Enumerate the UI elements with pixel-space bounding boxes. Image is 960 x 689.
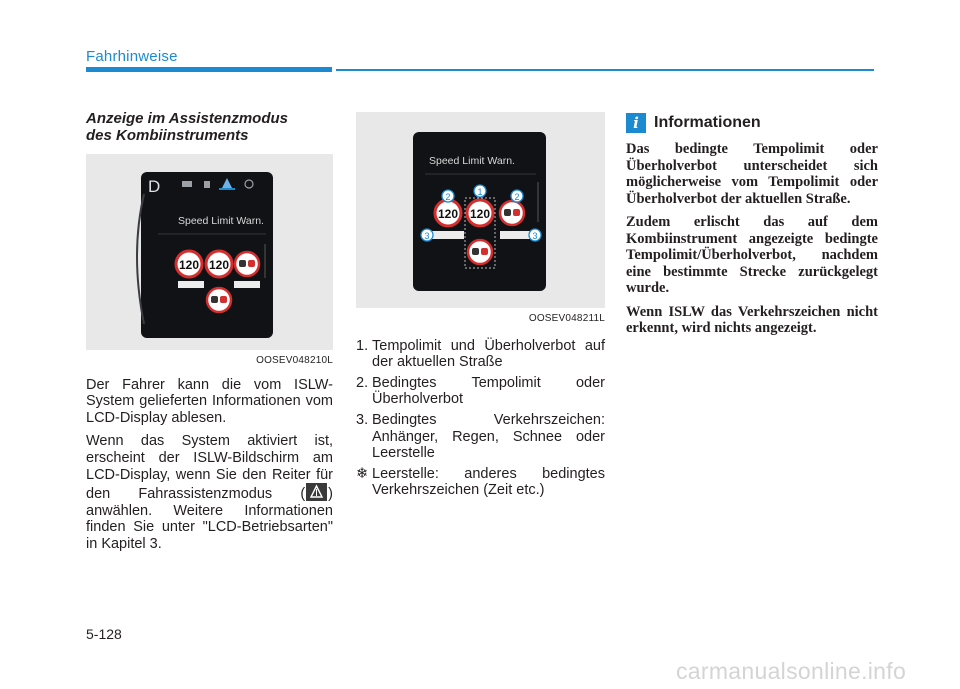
svg-text:2: 2	[514, 192, 520, 202]
sub-heading: Anzeige im Assistenzmodus des Kombiinstruments	[86, 110, 288, 144]
no-overtaking-sign-current	[468, 240, 492, 264]
callout-3-right	[529, 229, 541, 241]
svg-text:3: 3	[532, 231, 538, 241]
callout-2-left	[442, 190, 454, 202]
svg-text:120: 120	[178, 258, 200, 272]
info-paragraph: Wenn ISLW das Verkehrszeichen nicht erkennt, wird nichts angezeigt.	[626, 303, 878, 336]
column-3	[626, 113, 878, 344]
islw-illustration	[356, 112, 605, 308]
gear-indicator: D	[148, 177, 161, 196]
no-overtaking-sign-2	[207, 288, 231, 312]
list-item	[356, 466, 605, 499]
section-title: Fahrhinweise	[86, 48, 178, 65]
list-text: Bedingtes Tempolimit oder Überholverbot	[372, 374, 605, 408]
page-number: 5-128	[86, 626, 122, 642]
svg-text:1: 1	[477, 187, 483, 197]
figure-islw-screen	[356, 112, 605, 308]
weather-condition-icons	[430, 231, 464, 239]
cluster-illustration	[86, 154, 333, 350]
header-rule-thin	[336, 69, 874, 71]
speed-sign-conditional	[435, 200, 461, 226]
paragraph: Der Fahrer kann die vom ISLW-System gelieferten Informationen vom LCD-Display ablesen.	[86, 376, 333, 426]
condition-icons-left	[178, 281, 204, 288]
screen-title: Speed Limit Warn.	[429, 155, 515, 167]
figure-code: OOSEV048210L	[256, 355, 333, 366]
condition-icons-right	[234, 281, 260, 288]
figure-code: OOSEV048211L	[528, 313, 605, 324]
figure-cluster-display	[86, 154, 333, 350]
svg-text:2: 2	[445, 192, 451, 202]
list-item	[356, 412, 605, 462]
legend-list	[356, 338, 605, 499]
info-paragraph: Zudem erlischt das auf dem Kombiinstrument angezeigte bedingte Tempolimit/Überholverbot, nachdem eine bestimmte Strecke zurückgelegt wurde.	[626, 214, 878, 296]
svg-text:3: 3	[424, 231, 430, 241]
info-title: Informationen	[654, 113, 761, 131]
column-2	[356, 112, 605, 503]
no-overtaking-sign-conditional	[500, 201, 524, 225]
svg-text:120: 120	[469, 207, 491, 221]
driving-assist-tab-icon	[306, 483, 327, 501]
list-text: Leerstelle: anderes bedingtes Verkehrszeichen (Zeit etc.)	[372, 465, 605, 499]
info-icon: i	[626, 113, 646, 133]
list-item	[356, 375, 605, 408]
header-rule-thick	[86, 67, 332, 72]
paragraph: Wenn das System aktiviert ist, erscheint der ISLW-Bildschirm am LCD-Display, wenn Sie den Reiter für den Fahrassistenzmodus ( ) anwählen. Weitere Informationen finden Sie unter "LCD-Betriebsarten" in Kapitel 3.	[86, 433, 333, 552]
list-text: Tempolimit und Überholverbot auf der aktuellen Straße	[372, 337, 605, 371]
callout-3-left	[421, 229, 433, 241]
snowflake-bullet: ❄	[356, 465, 369, 482]
speed-sign-1	[176, 251, 202, 277]
info-paragraph: Das bedingte Tempolimit oder Überholverbot unterscheidet sich möglicherweise vom Tempolimit oder Überholverbot der aktuellen Straße.	[626, 141, 878, 207]
speed-sign-2	[206, 251, 232, 277]
svg-text:120: 120	[208, 258, 230, 272]
info-header	[626, 113, 878, 133]
callout-1	[474, 185, 486, 197]
column-1	[86, 110, 333, 553]
screen-title: Speed Limit Warn.	[178, 215, 264, 227]
no-overtaking-sign-1	[235, 252, 259, 276]
list-number: 3.	[356, 411, 369, 428]
speed-sign-current	[467, 200, 493, 226]
callout-2-right	[511, 190, 523, 202]
svg-text:120: 120	[437, 207, 459, 221]
watermark: carmanualsonline.info	[676, 658, 907, 684]
list-number: 2.	[356, 374, 369, 391]
list-text: Bedingtes Verkehrszeichen: Anhänger, Regen, Schnee oder Leerstelle	[372, 411, 605, 462]
list-number: 1.	[356, 337, 369, 354]
trailer-condition-icons	[500, 231, 532, 239]
list-item	[356, 338, 605, 371]
